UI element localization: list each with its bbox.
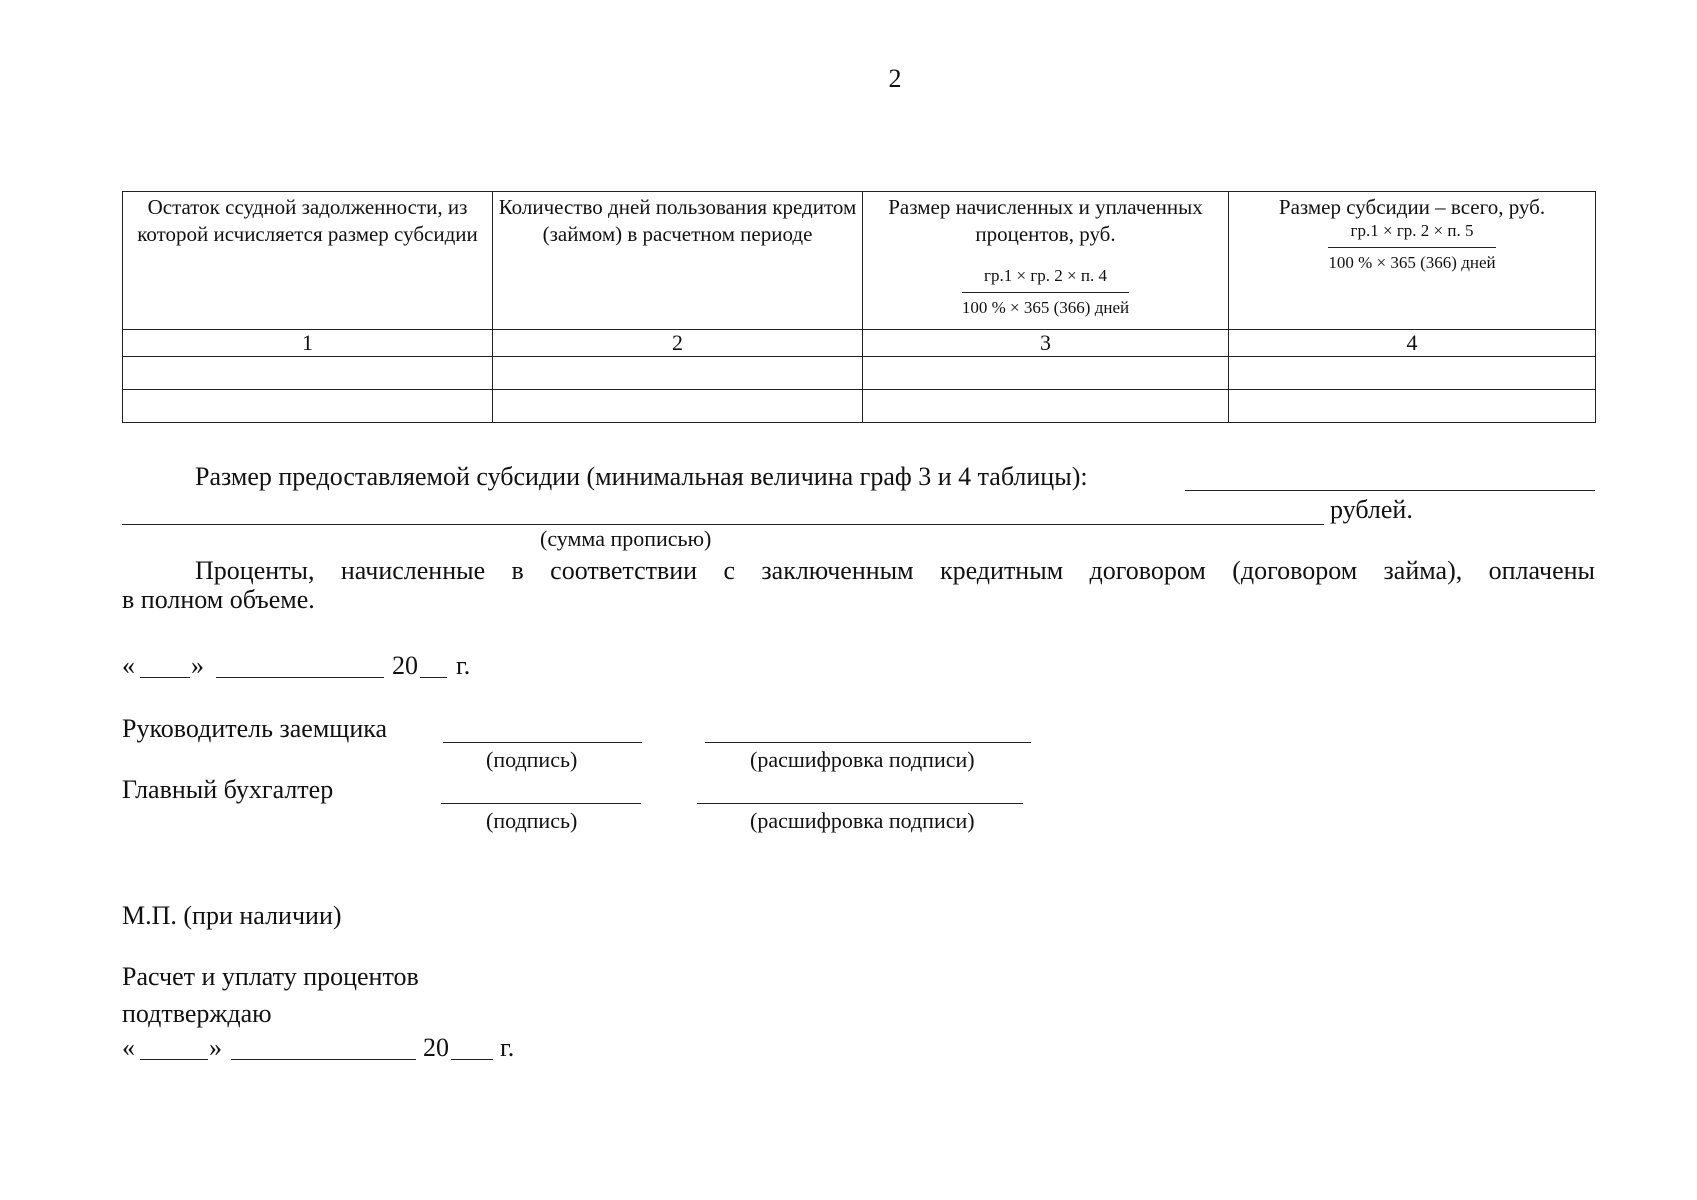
year-field[interactable] <box>420 677 447 678</box>
interest-paragraph-line2: в полном объеме. <box>122 585 315 614</box>
formula-col3-numerator: гр.1 × гр. 2 × п. 4 <box>962 266 1129 293</box>
formula-col4 <box>1328 221 1495 273</box>
table-cell[interactable] <box>493 357 863 390</box>
table-header-row <box>123 192 1596 330</box>
table-cell[interactable] <box>123 357 493 390</box>
table-cell[interactable] <box>493 390 863 423</box>
head-signature-field[interactable] <box>443 742 642 743</box>
formula-col4-denominator: 100 % × 365 (366) дней <box>1328 253 1496 272</box>
column-number-1: 1 <box>123 330 493 357</box>
open-quote: « <box>122 1033 135 1062</box>
open-quote: « <box>122 651 135 680</box>
close-quote: » <box>209 1033 222 1062</box>
column-number-2: 2 <box>493 330 863 357</box>
rubles-label: рублей. <box>1330 495 1413 524</box>
head-label: Руководитель заемщика <box>122 714 388 743</box>
formula-col3-denominator: 100 % × 365 (366) дней <box>961 298 1130 317</box>
table-row <box>123 390 1596 423</box>
column-number-3: 3 <box>863 330 1229 357</box>
year-prefix: 20 <box>423 1033 449 1062</box>
table-cell[interactable] <box>863 357 1229 390</box>
interest-paragraph-line1: Проценты, начисленные в соответствии с заключенным кредитным договором (договором займа), оплачены <box>195 556 1595 585</box>
header-text-4: Размер субсидии – всего, руб. <box>1278 195 1546 219</box>
confirm-line1: Расчет и уплату процентов <box>122 962 419 991</box>
table-cell[interactable] <box>123 390 493 423</box>
stamp-label: М.П. (при наличии) <box>122 901 342 930</box>
accountant-signature-decode-field[interactable] <box>697 803 1023 804</box>
month-field[interactable] <box>216 677 384 678</box>
subsidy-amount-label: Размер предоставляемой субсидии (минимальная величина граф 3 и 4 таблицы): <box>195 462 1088 491</box>
head-signature-decode-field[interactable] <box>705 742 1031 743</box>
header-text-1: Остаток ссудной задолженности, из которой исчисляется размер субсидии <box>137 195 478 246</box>
header-cell-1 <box>123 192 493 330</box>
year-suffix: г. <box>456 651 471 680</box>
day-field[interactable] <box>140 677 190 678</box>
head-signature-decode-caption: (расшифровка подписи) <box>750 747 975 772</box>
formula-col3 <box>962 266 1129 318</box>
subsidy-amount-words-field[interactable] <box>122 524 1324 525</box>
sum-in-words-caption: (сумма прописью) <box>540 526 712 551</box>
table-cell[interactable] <box>863 390 1229 423</box>
header-cell-2 <box>493 192 863 330</box>
header-text-2: Количество дней пользования кредитом (займом) в расчетном периоде <box>498 195 857 246</box>
accountant-signature-caption: (подпись) <box>486 808 578 833</box>
accountant-signature-decode-caption: (расшифровка подписи) <box>750 808 975 833</box>
subsidy-amount-field[interactable] <box>1185 490 1595 491</box>
table-cell[interactable] <box>1229 390 1596 423</box>
year-prefix: 20 <box>392 651 418 680</box>
head-signature-caption: (подпись) <box>486 747 578 772</box>
formula-col4-numerator: гр.1 × гр. 2 × п. 5 <box>1328 221 1495 248</box>
chief-accountant-label: Главный бухгалтер <box>122 775 334 804</box>
page-number: 2 <box>888 64 902 93</box>
subsidy-table <box>122 191 1596 423</box>
year-field[interactable] <box>451 1059 493 1060</box>
column-numbers-row <box>123 330 1596 357</box>
table-row <box>123 357 1596 390</box>
header-cell-3 <box>863 192 1229 330</box>
accountant-signature-field[interactable] <box>441 803 641 804</box>
day-field[interactable] <box>140 1059 208 1060</box>
year-suffix: г. <box>500 1033 515 1062</box>
header-cell-4 <box>1229 192 1596 330</box>
table-cell[interactable] <box>1229 357 1596 390</box>
close-quote: » <box>191 651 204 680</box>
column-number-4: 4 <box>1229 330 1596 357</box>
header-text-3: Размер начисленных и уплаченных процентов, руб. <box>888 195 1203 246</box>
month-field[interactable] <box>231 1059 416 1060</box>
confirm-line2: подтверждаю <box>122 999 272 1028</box>
